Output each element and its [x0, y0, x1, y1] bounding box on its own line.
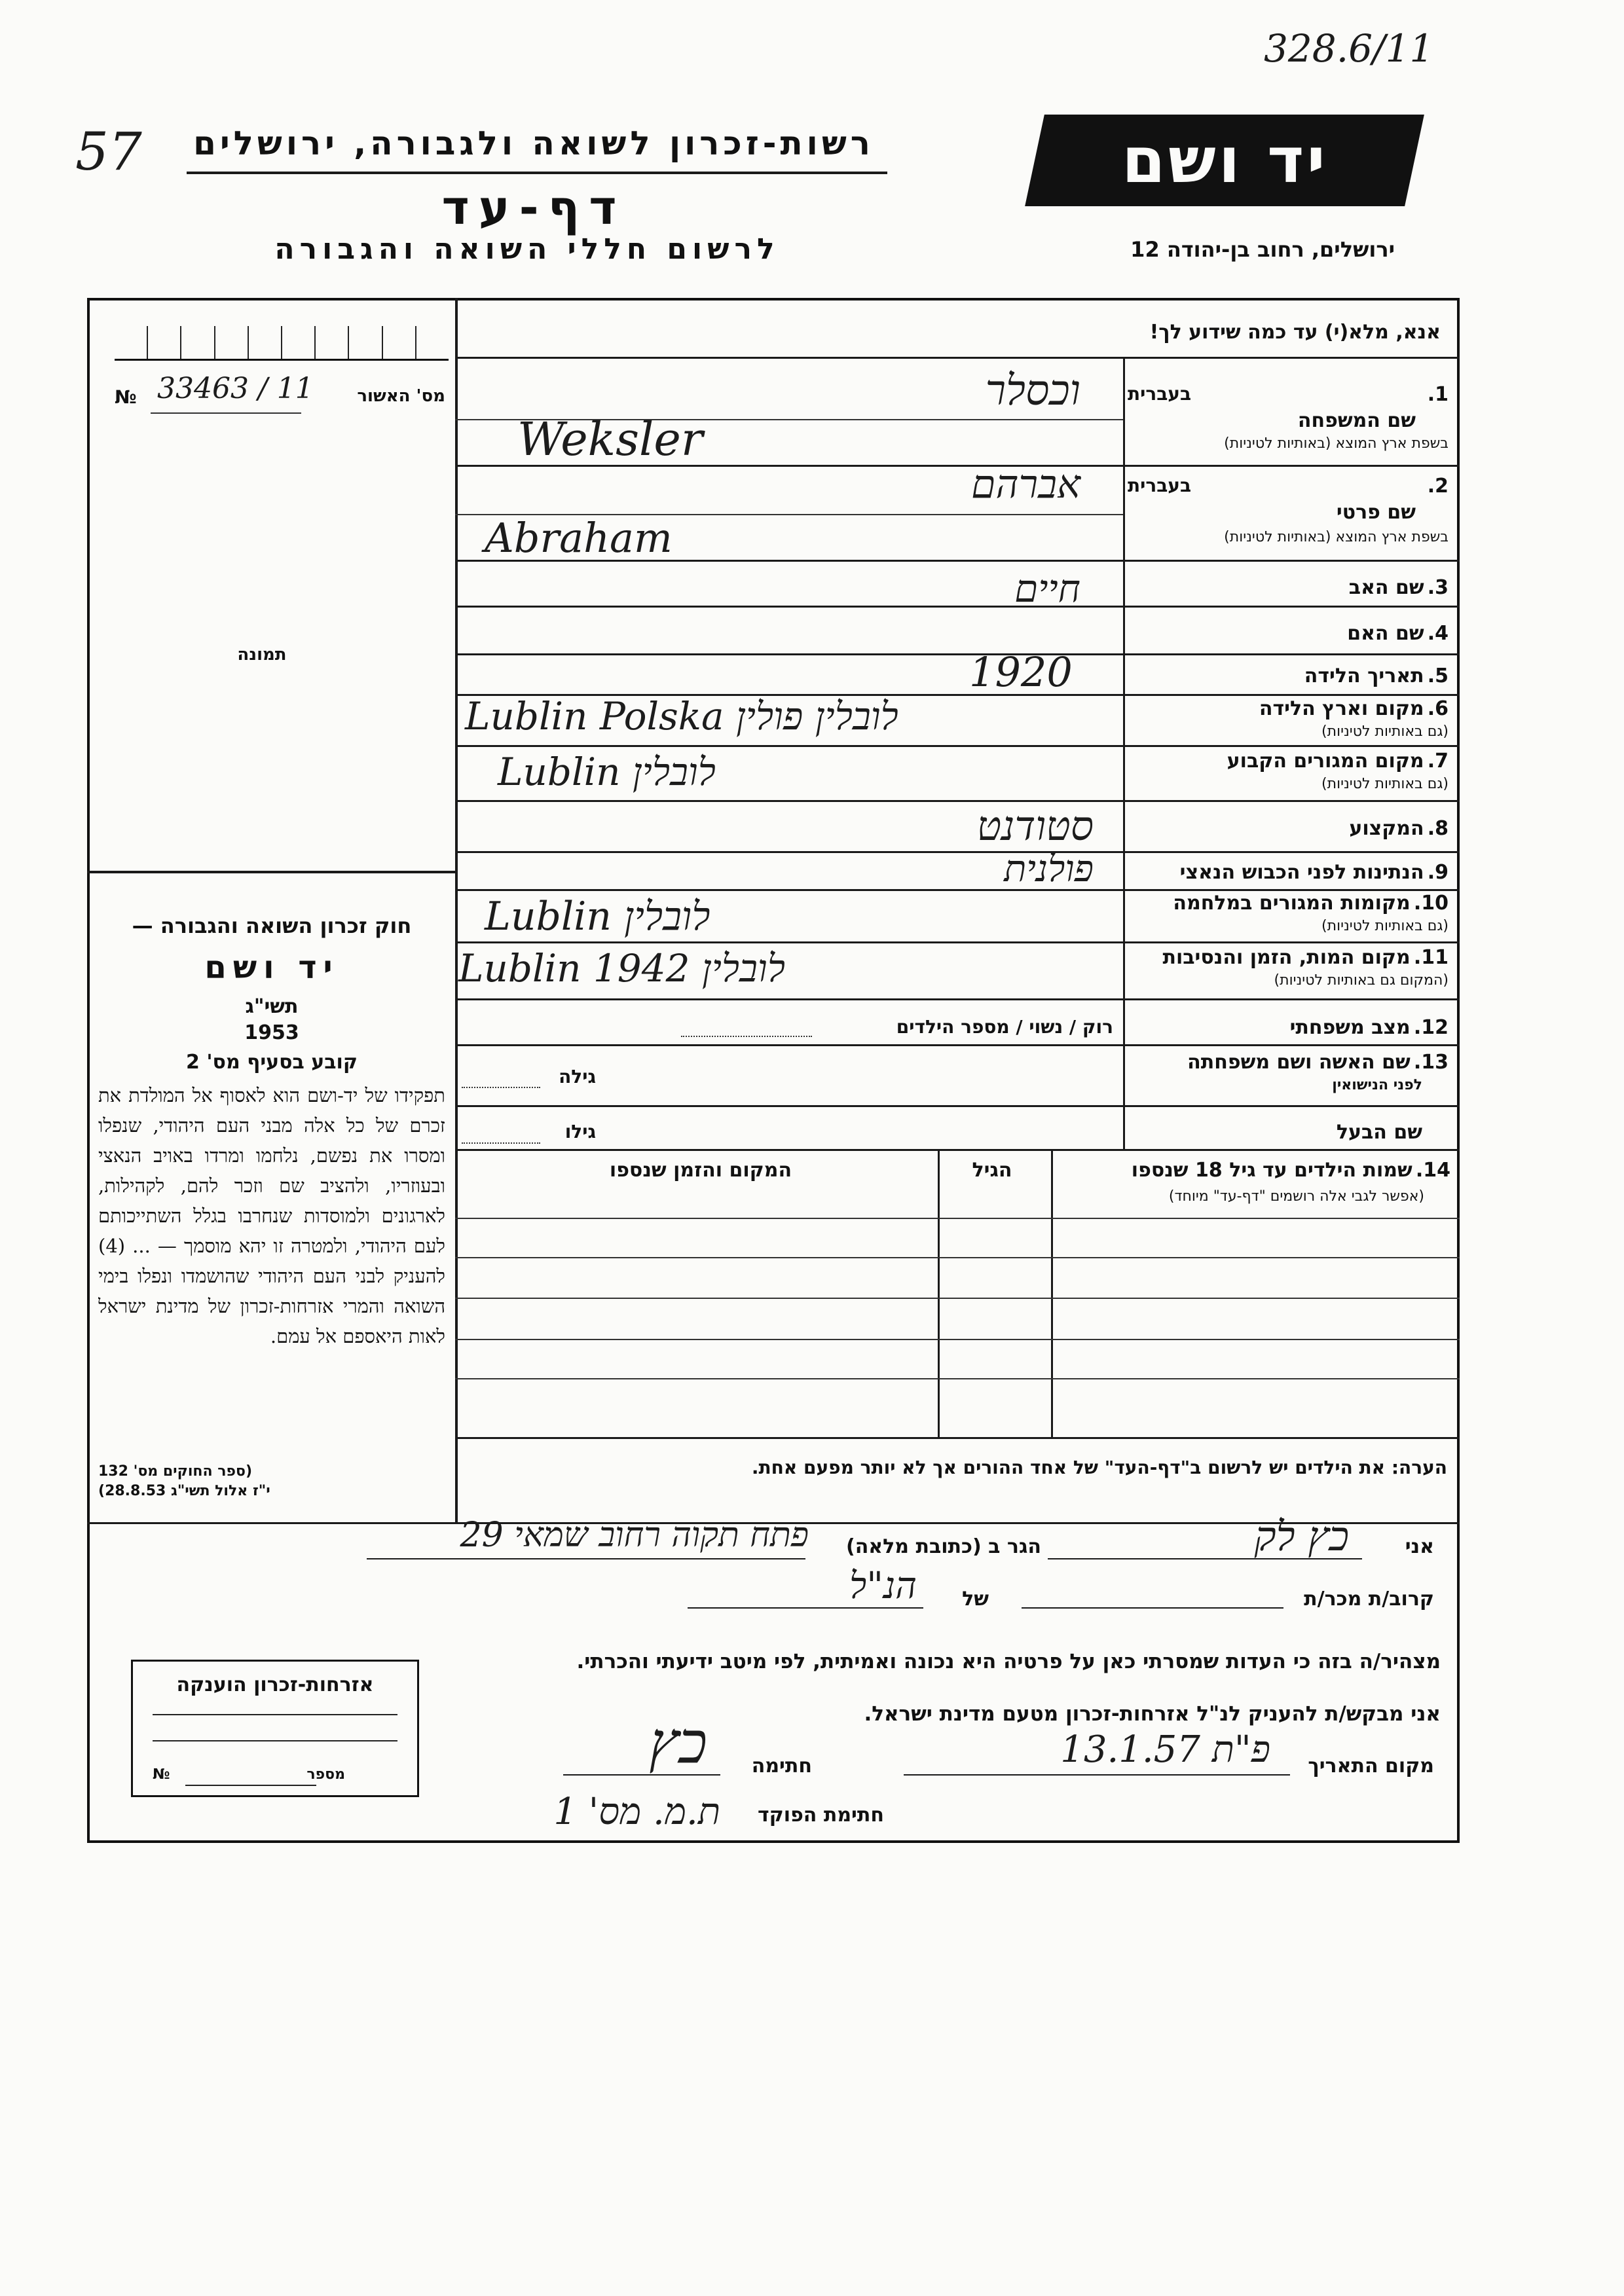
of-line [688, 1607, 923, 1609]
officer-label: חתימת הפוקד [758, 1804, 884, 1827]
field-13-rule [455, 1105, 1460, 1107]
citizenship-box [131, 1660, 419, 1797]
signature-value[interactable]: כץ [649, 1709, 707, 1776]
address-line [367, 1558, 805, 1559]
residing-label: הגר ב (כתובת מלאה) [845, 1535, 1041, 1558]
approval-underline [151, 412, 301, 414]
authority-name: רשות-זכרון לשואה ולגבורה, ירושלים [193, 124, 874, 162]
profession[interactable]: סטודנט [976, 802, 1094, 850]
field-14-label: 14. שמות הילדים עד גיל 18 שנספו [1131, 1159, 1450, 1182]
law-heading: חוק זכרון השואה והגבורה — [132, 913, 412, 938]
corner-page-number: 57 [75, 121, 142, 182]
yad-vashem-logo [1025, 115, 1424, 206]
field-7-sub: (גם באותיות לטיניות) [1321, 776, 1449, 792]
children-row-1 [455, 1218, 1460, 1219]
relative-of-value[interactable]: הנ"ל [849, 1565, 917, 1607]
children-table-bottom [455, 1437, 1460, 1439]
children-count-line [681, 1036, 812, 1037]
photo-label: תמונה [237, 645, 287, 665]
field-11-label: 11. מקום המות, הזמן והנסיבות [1162, 946, 1449, 969]
permanent-residence[interactable]: Lublin לובלין [498, 750, 716, 794]
law-section: קובע בסעיף מס' 2 [186, 1051, 358, 1074]
children-note: הערה: את הילדים יש לרשום ב"דף-העד" של אחד ההורים אך לא יותר מפעם אחת. [751, 1457, 1447, 1478]
approval-ticks [115, 326, 449, 361]
place-date-line [904, 1774, 1290, 1776]
husband-label: שם הבעל [1336, 1121, 1422, 1144]
children-row-2 [455, 1257, 1460, 1258]
law-year-he: תשי"ג [245, 995, 299, 1018]
officer-signature[interactable]: ת.מ. מס' 1 [553, 1791, 720, 1833]
citizenship-number-prefix: № [153, 1766, 170, 1783]
field-4-rule [455, 653, 1460, 655]
citizenship-box-title: אזרחות-זכרון הוענקה [176, 1673, 374, 1696]
field-6-rule [455, 745, 1460, 747]
field-11-rule [455, 998, 1460, 1000]
field-1-label: 1. בעברית [1128, 383, 1449, 406]
marital-status-options[interactable]: רוק / נשוי / מספר הילדים [896, 1016, 1113, 1038]
law-name: יד ושם [204, 949, 339, 986]
first-name-hebrew[interactable]: אברהם [971, 462, 1080, 507]
field-6-label: 6. מקום וארץ הלידה [1259, 697, 1449, 720]
approval-number-value[interactable]: 33463 / 11 [157, 372, 314, 405]
nationality[interactable]: פולנית [1004, 848, 1094, 890]
signature-label: חתימה [751, 1755, 812, 1777]
birth-date[interactable]: 1920 [969, 648, 1073, 696]
father-name[interactable]: חיים [1014, 566, 1080, 611]
birth-place[interactable]: Lublin Polska לובלין פולין [465, 694, 898, 738]
children-age-col-right [1051, 1149, 1053, 1437]
statement-2: אני מבקש/ת להעניק לנ"ל אזרחות-זכרון מטעם מדינת ישראל. [864, 1702, 1441, 1726]
death-place-date[interactable]: Lublin לובלין 1942 [458, 946, 785, 991]
wife-age-line [462, 1087, 540, 1088]
citizenship-number-label: מספר [306, 1766, 345, 1783]
wife-age-label: גילה [559, 1066, 596, 1087]
first-name-latin[interactable]: Abraham [485, 514, 673, 562]
field-10-rule [455, 941, 1460, 943]
field-husband-rule [455, 1149, 1460, 1151]
logo-text: יד ושם [1121, 124, 1328, 197]
field-6-sub: (גם באותיות לטיניות) [1321, 723, 1449, 740]
address: ירושלים, רחוב בן-יהודה 12 [1130, 237, 1395, 262]
field-9-rule [455, 889, 1460, 891]
law-year: 1953 [244, 1021, 299, 1044]
field-10-label: 10. מקומות המגורים במלחמה [1173, 892, 1449, 915]
declarant-i-label: אני [1405, 1535, 1434, 1558]
field-5-label: 5. תאריך הלידה [1304, 665, 1449, 687]
field-7-label: 7. מקום המגורים הקבוע [1227, 750, 1449, 773]
law-footnote-1: (ספר החוקים מס' 132 [98, 1463, 253, 1480]
declarant-name[interactable]: כץ לק [1254, 1512, 1349, 1560]
field-13-sub: לפני הנישואין [1332, 1077, 1422, 1093]
signature-line [563, 1774, 720, 1776]
declarant-name-line [1048, 1558, 1362, 1559]
field-1-sub: בשפת ארץ המוצא (באותיות לטיניות) [1224, 435, 1449, 452]
field-9-label: 9. הנתינות לפני הכבוש הנאצי [1179, 861, 1449, 884]
field-12-label: 12. מצב משפחתי [1289, 1016, 1449, 1039]
of-label: של [962, 1588, 989, 1611]
husband-age-label: גילו [564, 1121, 596, 1142]
relative-label: קרוב/ת מכר/ת [1304, 1588, 1434, 1611]
form-subtitle: לרשום חללי השואה והגבורה [274, 232, 780, 266]
field-8-label: 8. המקצוע [1349, 817, 1449, 840]
instruction-rule [455, 357, 1460, 359]
children-row-4 [455, 1339, 1460, 1340]
form-title: דף-עד [441, 180, 626, 235]
children-age-col-left [938, 1149, 940, 1437]
law-text: תפקידו של יד-ושם הוא לאסוף אל המולדת את זכרם של כל אלה מבני העם היהודי, שנפלו ומסרו את נפשם, נלחמו ומרדו באויב הנאצי ובעוזריו, ולהציב שם וזכר להם, לקהילות, לארגונים ולמוסדות שנחרבו בגלל השתייכותם לעם היהודי, ולמטרה זו יהא מוסמך — ... (4) להעניק לבני העם היהודי שהושמדו ונפלו בימי השואה והמרי אזרחות-זכרון של מדינת ישראל לאות היאספם אל עמם. [98, 1084, 445, 1347]
family-name-hebrew[interactable]: וכסלר [985, 367, 1080, 415]
declarant-address[interactable]: פתח תקוה רחוב שמאי 29 [460, 1516, 809, 1555]
field-14-sub: (אפשר לגבי אלה רושמים "דף-עד" מיוחד) [1168, 1188, 1424, 1205]
law-footnote-2: י"ז אלול תשי"ג 28.8.53) [98, 1483, 270, 1499]
statement-1: מצהיר/ה בזה כי העדות שמסרתי כאן על פרטיה היא נכונה ואמיתית, לפי מיטב ידיעתי והכרתי. [576, 1650, 1441, 1673]
field-2-sub: בשפת ארץ המוצא (באותיות לטיניות) [1224, 529, 1449, 545]
place-date-label: מקום התאריך [1308, 1755, 1434, 1777]
corner-archive-number: 328.6/11 [1264, 26, 1434, 71]
place-date-value[interactable]: פ"ת 13.1.57 [1060, 1728, 1270, 1771]
approval-number-label: מס' האשור [357, 386, 445, 406]
wartime-residence[interactable]: Lublin לובלין [485, 894, 710, 939]
field-2-rule [455, 560, 1460, 562]
field-3-label: 3. שם האב [1348, 576, 1449, 599]
field-11-sub: (המקום גם באותיות לטיניות) [1274, 972, 1449, 989]
field-2-label: 2. בעברית [1128, 475, 1449, 498]
field-1-title: שם המשפחה [1297, 409, 1416, 432]
field-2-title: שם פרטי [1336, 501, 1416, 524]
header-rule [187, 172, 887, 174]
children-age-header: הגיל [972, 1159, 1012, 1182]
field-3-rule [455, 606, 1460, 608]
field-10-sub: (גם באותיות לטיניות) [1321, 918, 1449, 934]
children-row-5 [455, 1378, 1460, 1379]
photo-bottom-rule [87, 871, 455, 873]
family-name-latin[interactable]: Weksler [517, 412, 703, 466]
field-12-rule [455, 1044, 1460, 1046]
label-column-divider [1123, 357, 1125, 1149]
relative-line [1022, 1607, 1283, 1609]
children-place-header: המקום והזמן שנספו [609, 1159, 792, 1182]
field-13-label: 13. שם האשה ושם משפחתה [1187, 1051, 1449, 1074]
approval-number-prefix: № [115, 386, 137, 408]
husband-age-line [462, 1142, 540, 1144]
instruction-text: אנא, מלא(י) עד כמה שידוע לך! [1149, 321, 1441, 344]
children-row-3 [455, 1298, 1460, 1299]
field-4-label: 4. שם האם [1347, 622, 1449, 645]
